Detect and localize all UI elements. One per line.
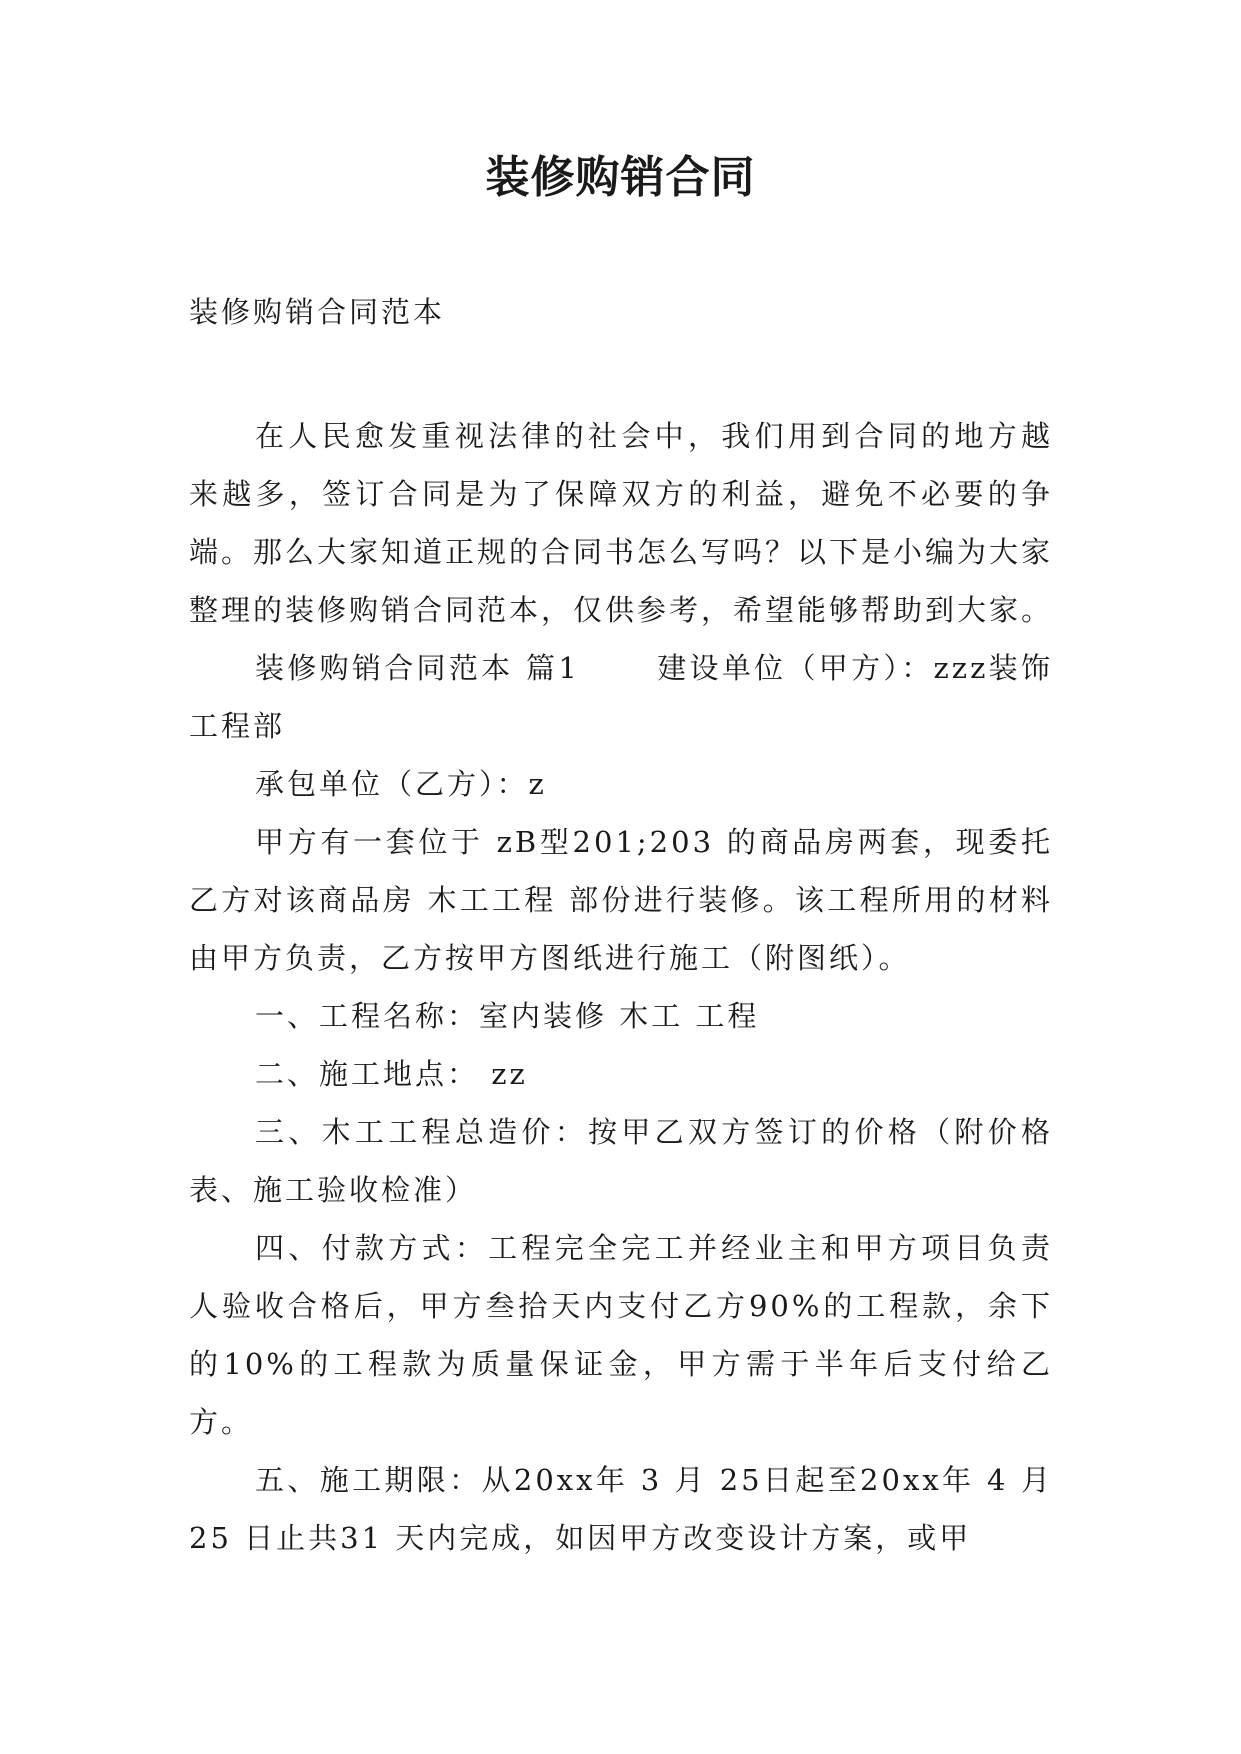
clause-location: 二、施工地点： zz xyxy=(255,1057,528,1091)
clause-payment: 四、付款方式：工程完全完工并经业主和甲方项目负责人验收合格后，甲方叁拾天内支付乙方90%的工程款，余下的10%的工程款为质量保证金，甲方需于半年后支付给乙方。 xyxy=(189,1231,1053,1439)
clause-total-cost: 三、木工工程总造价：按甲乙双方签订的价格（附价格表、施工验收检准） xyxy=(189,1115,1053,1207)
document-body xyxy=(189,407,1066,1567)
clause-schedule: 五、施工期限：从20xx年 3 月 25日起至20xx年 4 月 25 日止共31 天内完成，如因甲方改变设计方案，或甲 xyxy=(189,1463,1066,1555)
contract-header-paragraph: 装修购销合同范本 篇1 建设单位（甲方）：zzz装饰工程部 xyxy=(189,651,1053,743)
scope-paragraph: 甲方有一套位于 zB型201;203 的商品房两套，现委托乙方对该商品房 木工工程 部份进行装修。该工程所用的材料由甲方负责，乙方按甲方图纸进行施工（附图纸）。 xyxy=(189,825,1053,975)
contractor-paragraph: 承包单位（乙方）：z xyxy=(255,767,547,801)
clause-project-name: 一、工程名称：室内装修 木工 工程 xyxy=(255,999,760,1033)
document-subtitle: 装修购销合同范本 xyxy=(189,295,446,329)
document-title: 装修购销合同 xyxy=(485,152,756,203)
intro-paragraph: 在人民愈发重视法律的社会中，我们用到合同的地方越来越多，签订合同是为了保障双方的利益，避免不必要的争端。那么大家知道正规的合同书怎么写吗？以下是小编为大家整理的装修购销合同范本，仅供参考，希望能够帮助到大家。 xyxy=(189,419,1054,627)
